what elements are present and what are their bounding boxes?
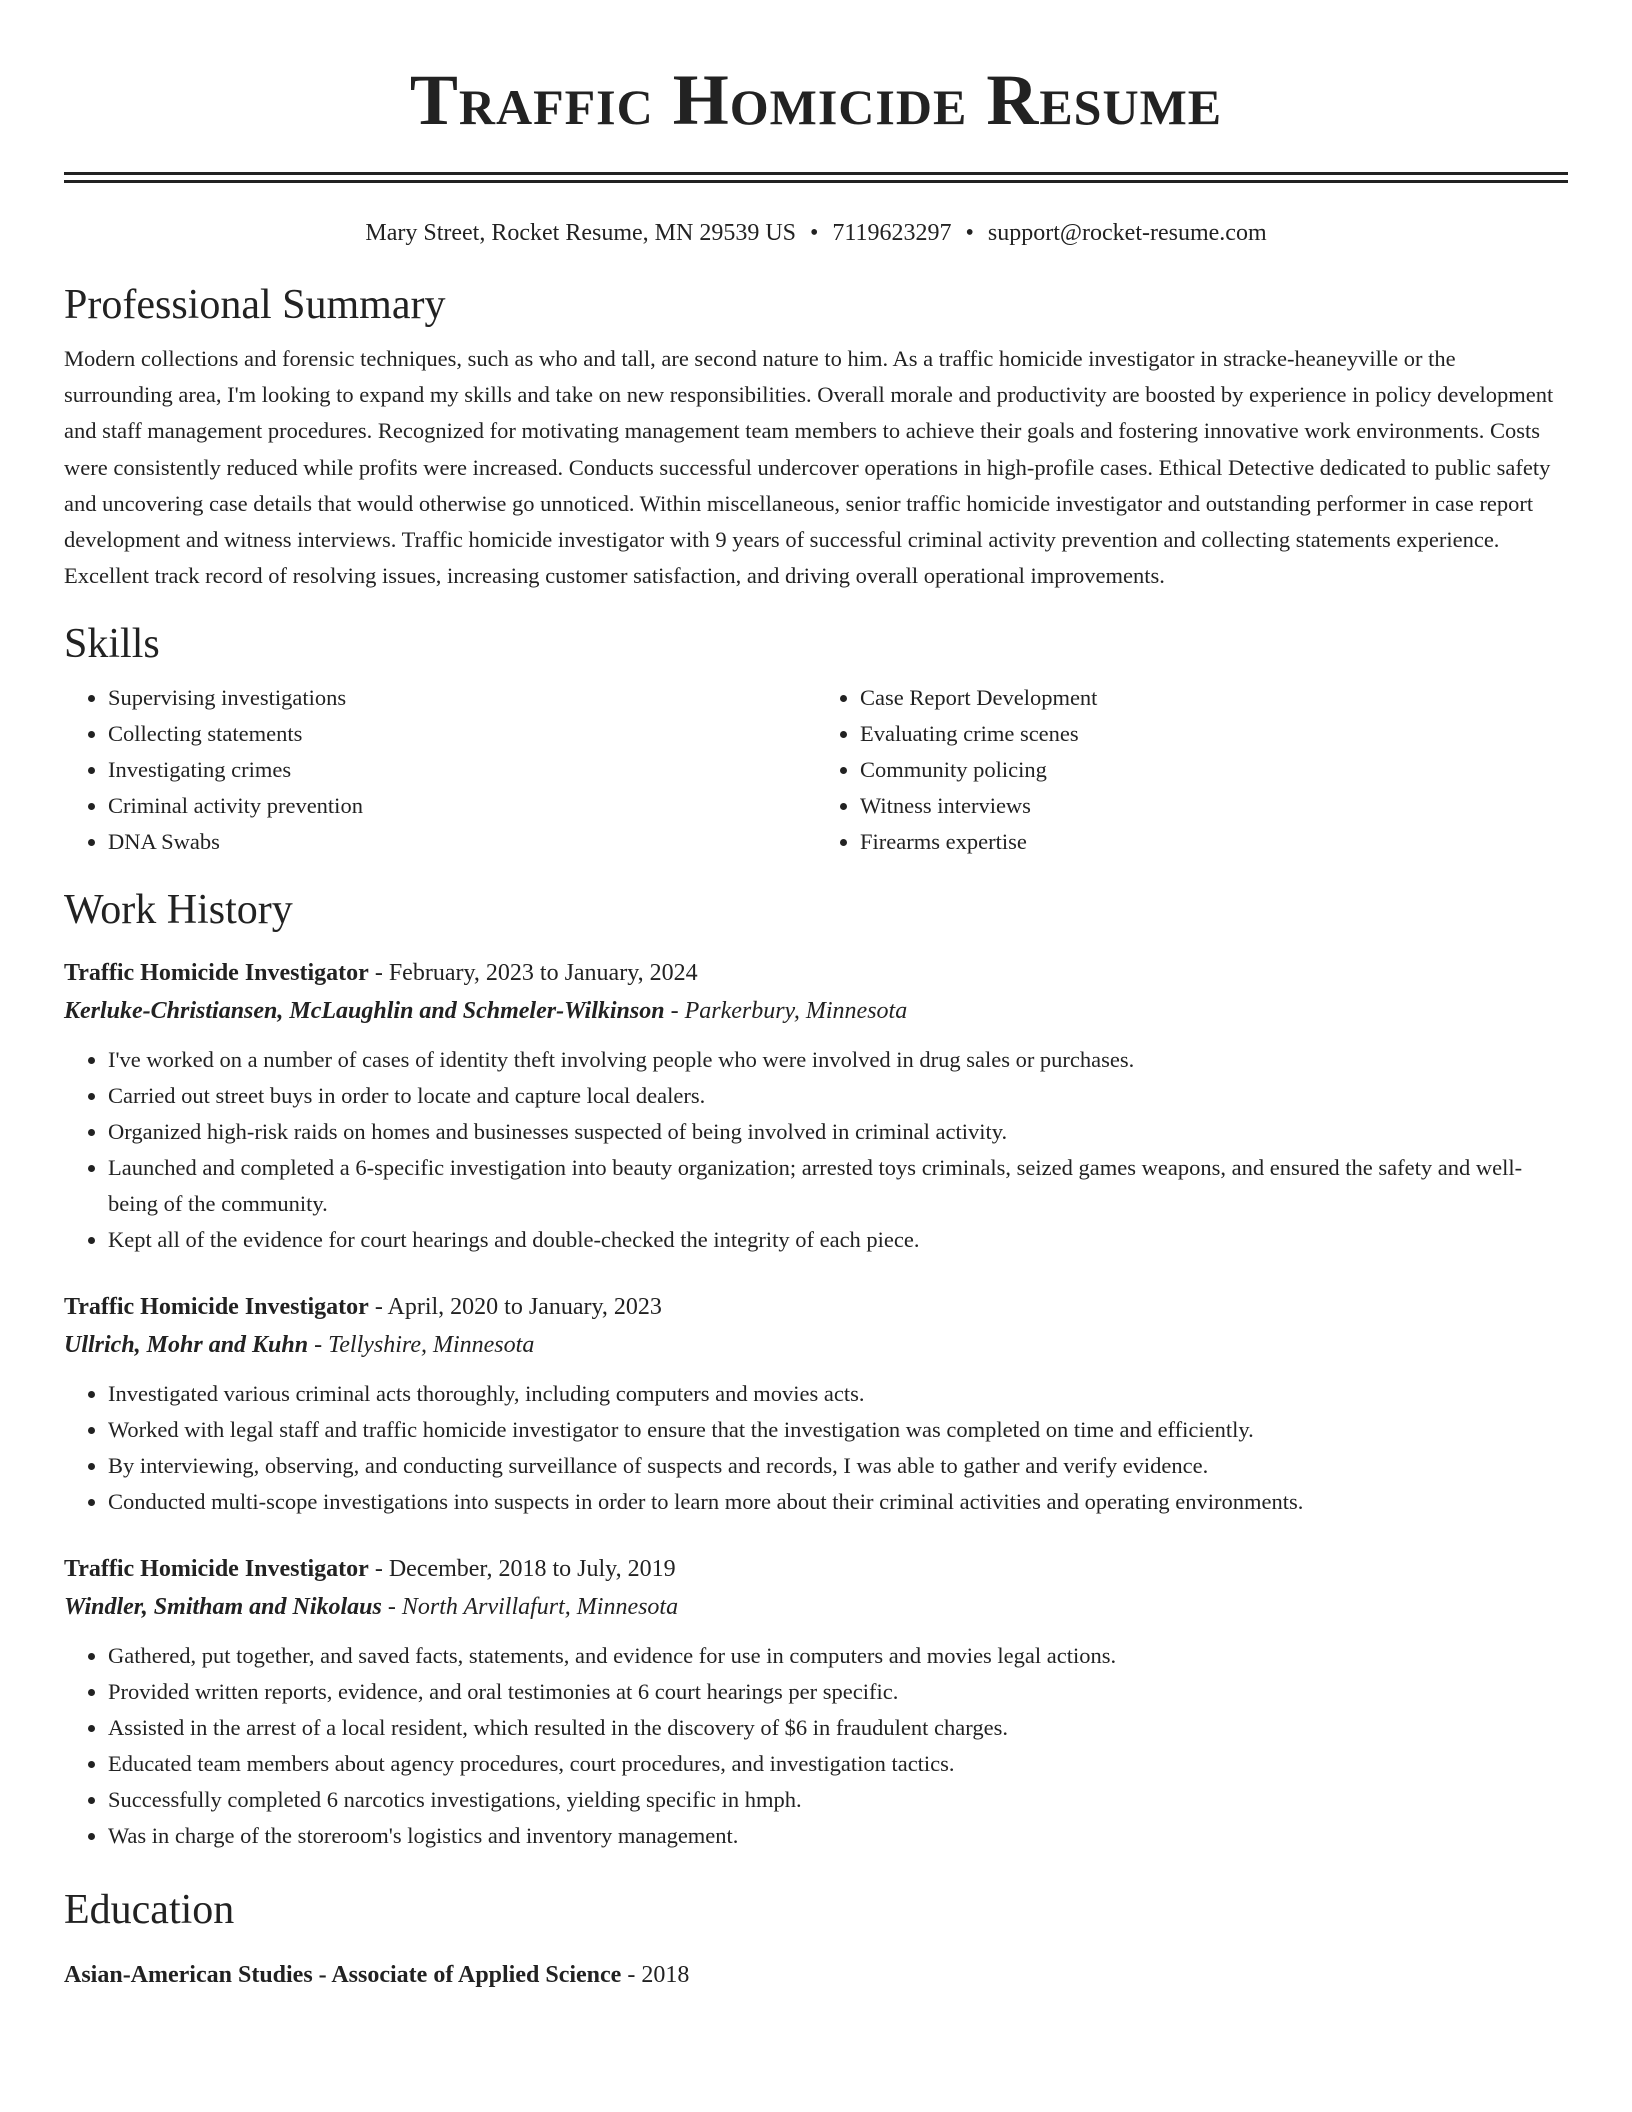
summary-text: Modern collections and forensic techniques, such as who and tall, are second nature to him. As a traffic homicide investigator in stracke-heaneyville or the surrounding area, I'm looking to expand my skills and take on new responsibilities. Overall morale and productivity are boosted by experience in policy development and staff management procedures. Recognized for motivating management team members to achieve their goals and fostering innovative work environments. Costs were consistently reduced while profits were increased. Conducts successful undercover operations in high-profile cases. Ethical Detective dedicated to public safety and uncovering case details that would otherwise go unnoticed. Within miscellaneous, senior traffic homicide investigator and outstanding performer in case report development and witness interviews. Traffic homicide investigator with 9 years of successful criminal activity prevention and collecting statements experience. Excellent track record of resolving issues, increasing customer satisfaction, and driving overall operational improvements.: [64, 346, 1554, 589]
job-location: - Tellyshire, Minnesota: [308, 1332, 535, 1359]
title-divider: [64, 172, 1568, 183]
job-bullet: • Educated team members about agency procedures, court procedures, and investigation tactics.: [108, 1746, 1568, 1782]
job-location: - North Arvillafurt, Minnesota: [381, 1594, 679, 1621]
education-entry: [64, 1956, 1568, 1994]
job-title: Traffic Homicide Investigator: [64, 1556, 369, 1583]
skill-item: • Criminal activity prevention: [108, 788, 816, 824]
employer-name: Windler, Smitham and Nikolaus: [64, 1594, 382, 1621]
contact-phone: 7119623297: [832, 220, 952, 246]
job-bullet: • Investigated various criminal acts thoroughly, including computers and movies acts.: [108, 1376, 1568, 1412]
job-entry: [64, 1550, 1568, 1854]
summary-section: [64, 279, 1568, 594]
skills-list-left: [64, 680, 816, 860]
job-entry: [64, 1288, 1568, 1520]
job-bullet: • Organized high-risk raids on homes and businesses suspected of being involved in criminal activity.: [108, 1114, 1568, 1150]
job-bullet: • Successfully completed 6 narcotics investigations, yielding specific in hmph.: [108, 1782, 1568, 1818]
employer-line: [64, 1326, 1568, 1364]
job-dates: - February, 2023 to January, 2024: [368, 960, 698, 987]
employer-line: [64, 992, 1568, 1030]
employer-line: [64, 1588, 1568, 1626]
education-section: [64, 1884, 1568, 1994]
job-bullet: • Assisted in the arrest of a local resident, which resulted in the discovery of $6 in fraudulent charges.: [108, 1710, 1568, 1746]
job-bullet: • Was in charge of the storeroom's logistics and inventory management.: [108, 1818, 1568, 1854]
skill-item: • Case Report Development: [860, 680, 1568, 716]
skill-item: • Evaluating crime scenes: [860, 716, 1568, 752]
job-title: Traffic Homicide Investigator: [64, 960, 369, 987]
work-history-section: [64, 884, 1568, 1854]
job-dates: - April, 2020 to January, 2023: [368, 1294, 662, 1321]
contact-separator: •: [965, 220, 974, 246]
job-bullets: [64, 1376, 1568, 1520]
skills-section: [64, 618, 1568, 860]
skill-item: • Collecting statements: [108, 716, 816, 752]
job-title-line: [64, 1550, 1568, 1588]
job-bullet: • Kept all of the evidence for court hearings and double-checked the integrity of each piece.: [108, 1222, 1568, 1258]
job-entry: [64, 954, 1568, 1258]
contact-address: Mary Street, Rocket Resume, MN 29539 US: [365, 220, 796, 246]
job-bullet: • Launched and completed a 6-specific investigation into beauty organization; arrested toys criminals, seized games weapons, and ensured the safety and well-being of the community.: [108, 1150, 1568, 1222]
job-title-line: [64, 954, 1568, 992]
skills-heading: Skills: [64, 621, 160, 668]
summary-heading: Professional Summary: [64, 282, 446, 328]
education-heading: Education: [64, 1887, 235, 1934]
skill-item: • Firearms expertise: [860, 824, 1568, 860]
job-location: - Parkerbury, Minnesota: [664, 998, 908, 1025]
skill-item: • Supervising investigations: [108, 680, 816, 716]
job-bullets: [64, 1042, 1568, 1258]
contact-separator: •: [810, 220, 819, 246]
job-bullet: • Provided written reports, evidence, and oral testimonies at 6 court hearings per specific.: [108, 1674, 1568, 1710]
skill-item: • Community policing: [860, 752, 1568, 788]
job-bullet: • By interviewing, observing, and conducting surveillance of suspects and records, I was able to gather and verify evidence.: [108, 1448, 1568, 1484]
employer-name: Ullrich, Mohr and Kuhn: [64, 1332, 309, 1359]
employer-name: Kerluke-Christiansen, McLaughlin and Schmeler-Wilkinson: [64, 998, 665, 1025]
education-degree: Asian-American Studies - Associate of Applied Science: [64, 1962, 622, 1989]
job-bullet: • Worked with legal staff and traffic homicide investigator to ensure that the investigation was completed on time and efficiently.: [108, 1412, 1568, 1448]
contact-line: [64, 217, 1568, 249]
resume-title: Traffic Homicide Resume: [409, 60, 1223, 140]
job-dates: - December, 2018 to July, 2019: [368, 1556, 676, 1583]
job-bullet: • Carried out street buys in order to locate and capture local dealers.: [108, 1078, 1568, 1114]
job-title-line: [64, 1288, 1568, 1326]
education-year: - 2018: [621, 1962, 690, 1989]
job-bullets: [64, 1638, 1568, 1854]
job-bullet: • I've worked on a number of cases of identity theft involving people who were involved in drug sales or purchases.: [108, 1042, 1568, 1078]
skill-item: • DNA Swabs: [108, 824, 816, 860]
job-bullet: • Gathered, put together, and saved facts, statements, and evidence for use in computers and movies legal actions.: [108, 1638, 1568, 1674]
skill-item: • Witness interviews: [860, 788, 1568, 824]
skill-item: • Investigating crimes: [108, 752, 816, 788]
skills-list-right: [816, 680, 1568, 860]
job-bullet: • Conducted multi-scope investigations into suspects in order to learn more about their criminal activities and operating environments.: [108, 1484, 1568, 1520]
contact-email: support@rocket-resume.com: [987, 220, 1267, 246]
work-history-heading: Work History: [64, 887, 293, 934]
job-title: Traffic Homicide Investigator: [64, 1294, 369, 1321]
skills-columns: [64, 680, 1568, 860]
